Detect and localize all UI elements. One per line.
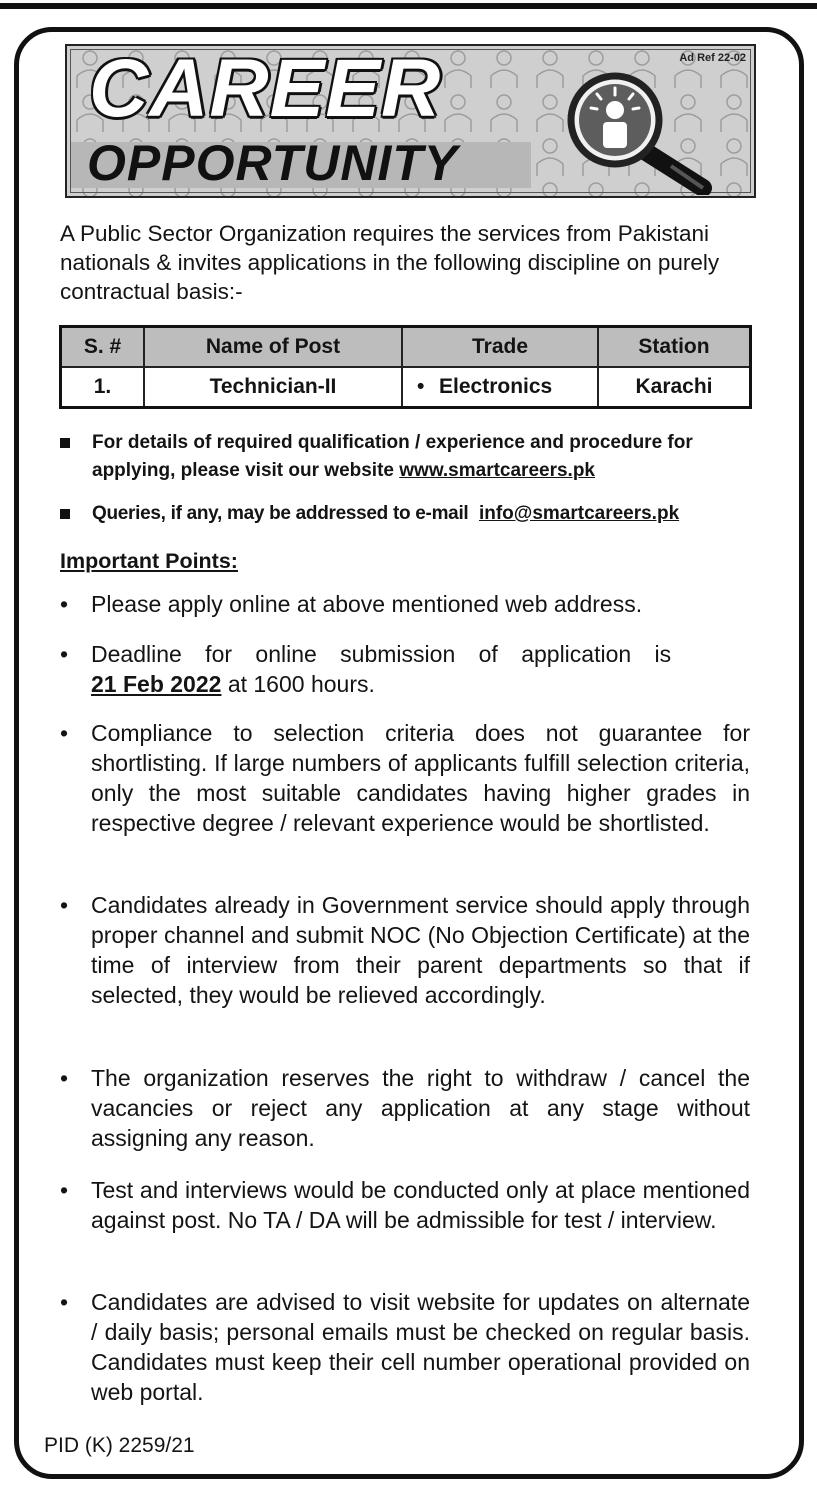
- bullet-icon: •: [60, 892, 69, 918]
- list-item: [60, 1287, 750, 1407]
- header-post: Name of Post: [144, 327, 402, 368]
- header-sno: S. #: [61, 327, 145, 368]
- point-1: [60, 589, 750, 619]
- header-station: Station: [598, 327, 751, 368]
- header-trade: Trade: [402, 327, 598, 368]
- point-text: Deadline for online submission of application is: [91, 641, 672, 667]
- point-text: Please apply online at above mentioned web address.: [91, 591, 643, 617]
- point-text: The organization reserves the right to withdraw / cancel the vacancies or reject any application at any stage without assigning any reason.: [91, 1065, 750, 1151]
- bullet-icon: •: [60, 1177, 69, 1203]
- list-item: [60, 1063, 750, 1153]
- top-rule: [0, 3, 817, 9]
- trade-value: Electronics: [439, 375, 553, 398]
- banner-title-opportunity: OPPORTUNITY: [87, 135, 459, 191]
- notice-details: [60, 429, 760, 485]
- table-header-row: [61, 327, 751, 368]
- point-3: [60, 718, 750, 838]
- bullet-icon: •: [60, 720, 69, 746]
- list-item: [60, 500, 760, 528]
- point-text: Compliance to selection criteria does not guarantee for shortlisting. If large numbers of applicants fulfill selection criteria, only the most suitable candidates having higher grades in respective degree / relevant experience would be shortlisted.: [91, 720, 750, 836]
- details-text: For details of required qualification / experience and procedure for applying, please visit our website: [92, 432, 693, 481]
- cell-trade: [402, 367, 598, 408]
- important-points-title: Important Points:: [60, 549, 238, 573]
- bullet-icon: •: [417, 375, 425, 398]
- point-text: Candidates already in Government service should apply through proper channel and submit NOC (No Objection Certificate) at the time of interview from their parent departments so that if selected, they would be relieved accordingly.: [91, 892, 750, 1008]
- table-row: [61, 367, 751, 408]
- list-item: [60, 718, 750, 838]
- point-4: [60, 890, 750, 1010]
- bullet-icon: •: [60, 1065, 69, 1091]
- point-text: Test and interviews would be conducted only at place mentioned against post. No TA / DA will be admissible for test / interview.: [91, 1177, 750, 1233]
- point-5: [60, 1063, 750, 1153]
- magnifier-icon: [553, 70, 743, 195]
- list-item: [60, 429, 760, 485]
- deadline-date: 21 Feb 2022: [91, 671, 222, 697]
- cell-station: Karachi: [598, 367, 751, 408]
- email-link[interactable]: info@smartcareers.pk: [478, 503, 680, 524]
- posts-table: [59, 325, 752, 409]
- point-7: [60, 1287, 750, 1407]
- queries-text: Queries, if any, may be addressed to e-mail: [92, 503, 469, 524]
- deadline-time-text: at 1600 hours.: [227, 671, 375, 697]
- ad-reference: Ad Ref 22-02: [679, 52, 746, 64]
- point-6: [60, 1175, 750, 1235]
- intro-paragraph: A Public Sector Organization requires the services from Pakistani nationals & invites applications in the following discipline on purely contractual basis:-: [60, 221, 720, 304]
- bullet-icon: •: [60, 641, 69, 667]
- cell-post: Technician-II: [144, 367, 402, 408]
- square-bullet-icon: [60, 438, 70, 448]
- list-item: [60, 1175, 750, 1235]
- pid-number: PID (K) 2259/21: [44, 1434, 195, 1457]
- career-banner: [65, 44, 756, 198]
- square-bullet-icon: [60, 509, 70, 519]
- notice-queries: [60, 500, 760, 528]
- list-item: [60, 589, 750, 619]
- cell-sno: 1.: [61, 367, 145, 408]
- point-2: [60, 639, 750, 699]
- website-link[interactable]: www.smartcareers.pk: [399, 460, 595, 481]
- bullet-icon: •: [60, 1289, 69, 1315]
- point-text: Candidates are advised to visit website for updates on alternate / daily basis; personal emails must be checked on regular basis. Candidates must keep their cell number operational provided on web portal.: [91, 1289, 750, 1405]
- list-item: [60, 890, 750, 1010]
- bullet-icon: •: [60, 591, 69, 617]
- banner-title-career: CAREER: [89, 44, 442, 134]
- list-item: [60, 639, 750, 699]
